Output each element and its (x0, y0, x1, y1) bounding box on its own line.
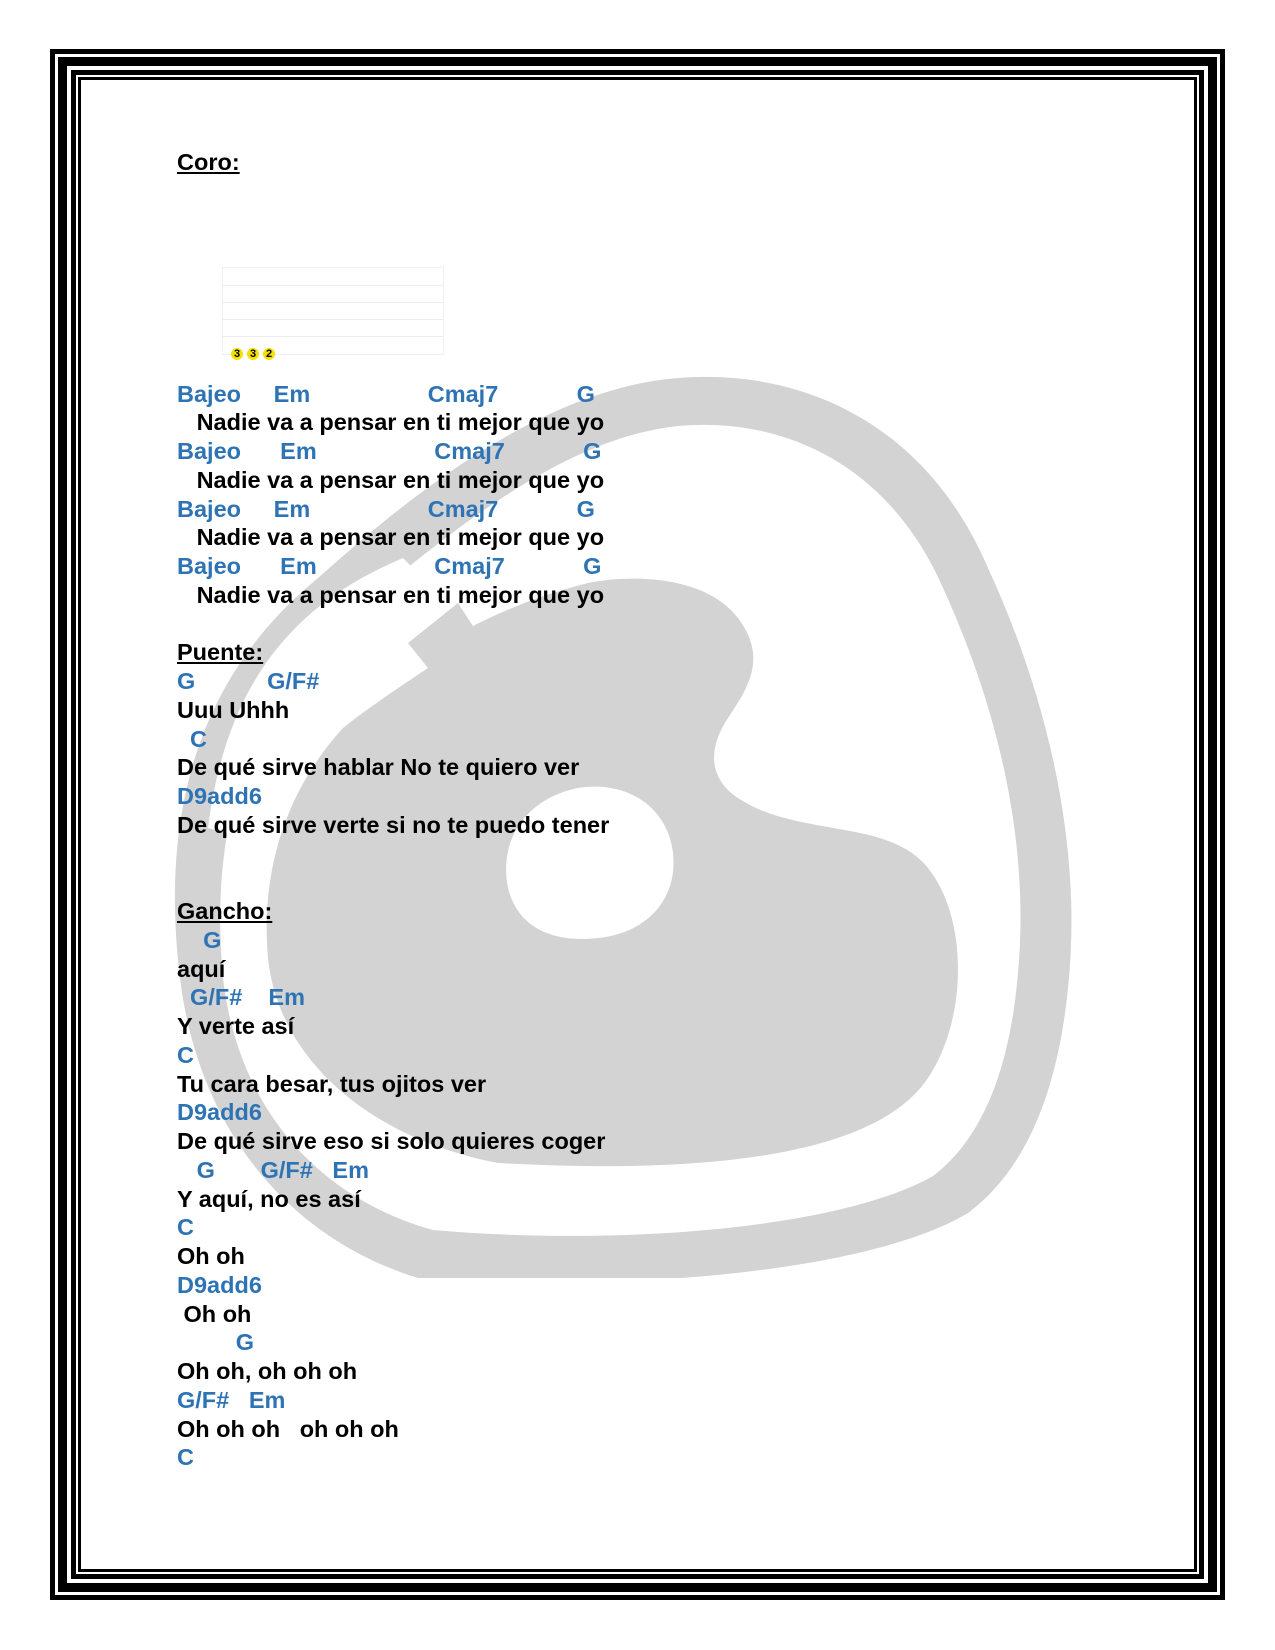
lyric-line: Nadie va a pensar en ti mejor que yo (177, 466, 605, 493)
section-heading-puente: Puente: (177, 639, 264, 666)
chord-line: C (177, 1041, 194, 1068)
lyric-line: Uuu Uhhh (177, 696, 290, 723)
gancho-lines (177, 926, 1077, 1472)
lyric-line: Oh oh oh oh oh oh (177, 1415, 399, 1442)
chord-line: C (177, 725, 208, 752)
tab-staff (222, 267, 444, 355)
lyric-line: Oh oh (177, 1243, 245, 1269)
lyric-line: Oh oh (177, 1300, 252, 1327)
tab-fret-number: 2 (263, 348, 275, 360)
chord-line: Bajeo Em Cmaj7 G (177, 553, 602, 579)
chord-line: Bajeo Em Cmaj7 G (177, 380, 595, 407)
chord-line: G G/F# Em (177, 1156, 369, 1183)
tab-fret-number: 3 (247, 348, 259, 360)
tab-diagram (177, 177, 1077, 360)
lyric-line: De qué sirve hablar No te quiero ver (177, 754, 580, 781)
chord-sheet (177, 148, 1077, 1472)
tab-fret-number: 3 (231, 348, 243, 360)
lyric-line: Nadie va a pensar en ti mejor que yo (177, 524, 605, 551)
chord-line: G/F# Em (177, 1386, 286, 1413)
chord-line: G (177, 1329, 255, 1356)
lyric-line: De qué sirve verte si no te puedo tener (177, 811, 610, 838)
chord-line: C (177, 1444, 194, 1471)
chord-line: Bajeo Em Cmaj7 G (177, 438, 602, 464)
chord-line: D9add6 (177, 783, 262, 809)
puente-lines (177, 667, 1077, 840)
lyric-line: Y verte así (177, 1013, 295, 1039)
chord-line: G/F# Em (177, 984, 305, 1011)
section-heading-coro: Coro: (177, 149, 240, 175)
chord-line: Bajeo Em Cmaj7 G (177, 495, 595, 522)
lyric-line: Nadie va a pensar en ti mejor que yo (177, 581, 605, 608)
chord-line: D9add6 (177, 1271, 262, 1298)
lyric-line: Tu cara besar, tus ojitos ver (177, 1070, 487, 1097)
coro-lines (177, 380, 1077, 610)
lyric-line: Oh oh, oh oh oh (177, 1358, 358, 1384)
chord-line: G G/F# (177, 668, 320, 694)
lyric-line: aquí (177, 955, 226, 982)
chord-line: G (177, 926, 222, 953)
lyric-line: Y aquí, no es así (177, 1185, 361, 1212)
chord-line: C (177, 1214, 194, 1241)
section-heading-gancho: Gancho: (177, 898, 273, 924)
lyric-line: De qué sirve eso si solo quieres coger (177, 1128, 606, 1154)
lyric-line: Nadie va a pensar en ti mejor que yo (177, 409, 605, 436)
chord-line: D9add6 (177, 1099, 262, 1126)
